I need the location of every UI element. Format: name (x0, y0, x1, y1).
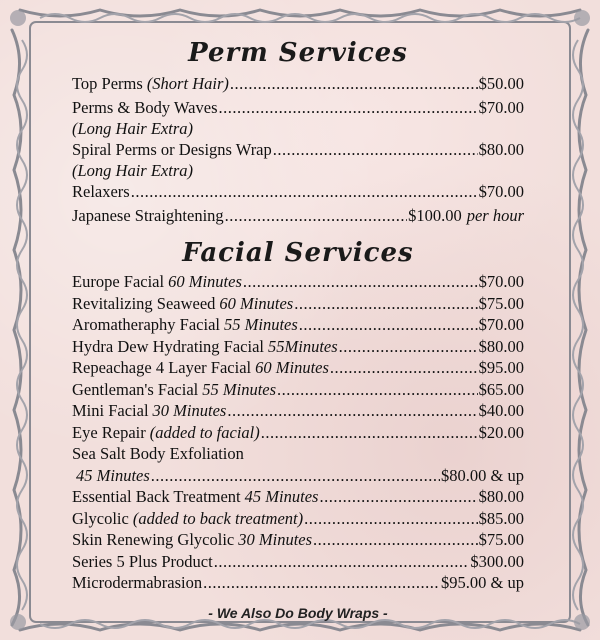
service-item (72, 401, 524, 423)
service-note: (added to facial) (149, 422, 260, 442)
leader-dots (225, 206, 407, 226)
service-name: Gentleman's Facial (72, 379, 199, 399)
service-item (72, 206, 524, 230)
service-item (72, 98, 524, 140)
service-price: $100.00 (408, 206, 462, 225)
service-item (72, 182, 524, 206)
service-item (72, 294, 524, 316)
service-item (72, 423, 524, 445)
perm-services-list (72, 74, 524, 230)
service-price: $20.00 (478, 422, 524, 442)
service-name: Microdermabrasion (72, 573, 203, 592)
service-name: Spiral Perms or Designs Wrap (72, 140, 272, 159)
service-name: Hydra Dew Hydrating Facial (72, 336, 264, 356)
service-price: $75.00 (478, 530, 524, 549)
service-price: $70.00 (478, 182, 524, 201)
price-unit: per hour (466, 206, 524, 225)
service-line (72, 74, 524, 98)
service-line (72, 552, 524, 574)
service-price: $70.00 (478, 98, 524, 117)
service-item (72, 487, 524, 509)
service-item (72, 509, 524, 531)
service-price: $75.00 (478, 293, 524, 313)
service-item (72, 272, 524, 294)
service-note: (Short Hair) (146, 74, 229, 93)
leader-dots (131, 182, 478, 202)
service-price: $70.00 (478, 315, 524, 334)
service-note: 55 Minutes (202, 379, 277, 399)
service-price: $300.00 (470, 551, 524, 571)
service-item (72, 315, 524, 337)
service-line (72, 487, 524, 509)
service-price: $80.00 (478, 140, 524, 159)
service-name: Relaxers (72, 182, 130, 201)
service-note: 60 Minutes (168, 272, 242, 291)
service-name: Eye Repair (72, 422, 146, 442)
leader-dots (203, 573, 440, 593)
service-price: $80.00 (478, 336, 524, 356)
service-note: 60 Minutes (219, 293, 294, 313)
service-line (72, 272, 524, 294)
service-price: $70.00 (478, 272, 524, 291)
service-line (72, 573, 524, 595)
service-line (72, 206, 524, 230)
leader-dots (339, 337, 478, 357)
service-item (72, 358, 524, 380)
service-note: 30 Minutes (152, 401, 227, 420)
service-line (72, 358, 524, 380)
service-price: $85.00 (478, 508, 524, 528)
service-price: $80.00 & up (441, 465, 524, 485)
service-name: Revitalizing Seaweed (72, 293, 216, 313)
leader-dots (319, 487, 477, 507)
service-note: 55Minutes (267, 336, 338, 356)
perm-services-heading: Perm Services (188, 38, 408, 68)
service-note: 30 Minutes (238, 530, 313, 549)
leader-dots (313, 530, 478, 550)
service-item (72, 337, 524, 359)
service-note: 45 Minutes (244, 487, 319, 506)
service-line (72, 182, 524, 206)
leader-dots (304, 509, 478, 529)
service-item (72, 573, 524, 595)
service-note: 45 Minutes (76, 465, 150, 485)
leader-dots (299, 315, 478, 335)
body-wraps-note: - We Also Do Body Wraps - (208, 604, 388, 621)
service-line (72, 380, 524, 402)
service-note: (added to back treatment) (132, 508, 304, 528)
service-line (72, 294, 524, 316)
service-name: Skin Renewing Glycolic (72, 530, 235, 549)
facial-services-list (72, 272, 524, 595)
service-name: Repeachage 4 Layer Facial (72, 358, 252, 377)
leader-dots (273, 140, 478, 160)
service-price: $95.00 & up (441, 573, 524, 592)
service-line (72, 337, 524, 359)
leader-dots (230, 74, 478, 94)
service-name: Japanese Straightening (72, 206, 224, 225)
service-item (72, 140, 524, 182)
leader-dots (277, 380, 478, 400)
service-note: 60 Minutes (255, 358, 329, 377)
service-price: $65.00 (478, 379, 524, 399)
service-subnote: (Long Hair Extra) (72, 161, 193, 180)
service-item (72, 74, 524, 98)
leader-dots (214, 552, 470, 572)
service-item (72, 552, 524, 574)
leader-dots (151, 466, 440, 486)
service-name: Europe Facial (72, 272, 165, 291)
service-name: Series 5 Plus Product (72, 551, 213, 571)
service-line (72, 423, 524, 445)
leader-dots (219, 98, 478, 118)
leader-dots (227, 401, 477, 421)
service-name: Sea Salt Body Exfoliation (72, 444, 244, 463)
service-item (72, 530, 524, 552)
service-subnote: (Long Hair Extra) (72, 119, 193, 138)
service-price: $50.00 (478, 74, 524, 93)
service-line (72, 315, 524, 337)
leader-dots (294, 294, 477, 314)
service-name: Glycolic (72, 508, 129, 528)
service-price: $80.00 (478, 487, 524, 506)
service-name: Essential Back Treatment (72, 487, 241, 506)
service-note: 55 Minutes (223, 315, 298, 334)
service-name: Perms & Body Waves (72, 98, 218, 117)
facial-services-heading: Facial Services (182, 238, 414, 268)
service-name: Top Perms (72, 74, 143, 93)
service-price: $95.00 (478, 358, 524, 377)
service-item (72, 380, 524, 402)
menu-content (72, 38, 524, 621)
service-line (72, 530, 524, 552)
leader-dots (261, 423, 478, 443)
leader-dots (330, 358, 478, 378)
service-name: Aromatheraphy Facial (72, 315, 220, 334)
service-line (72, 509, 524, 531)
service-price: $40.00 (478, 401, 524, 420)
service-item (72, 444, 524, 487)
service-name: Mini Facial (72, 401, 149, 420)
service-line (72, 444, 524, 466)
leader-dots (243, 272, 478, 292)
service-line (72, 401, 524, 423)
service-line (72, 466, 524, 488)
